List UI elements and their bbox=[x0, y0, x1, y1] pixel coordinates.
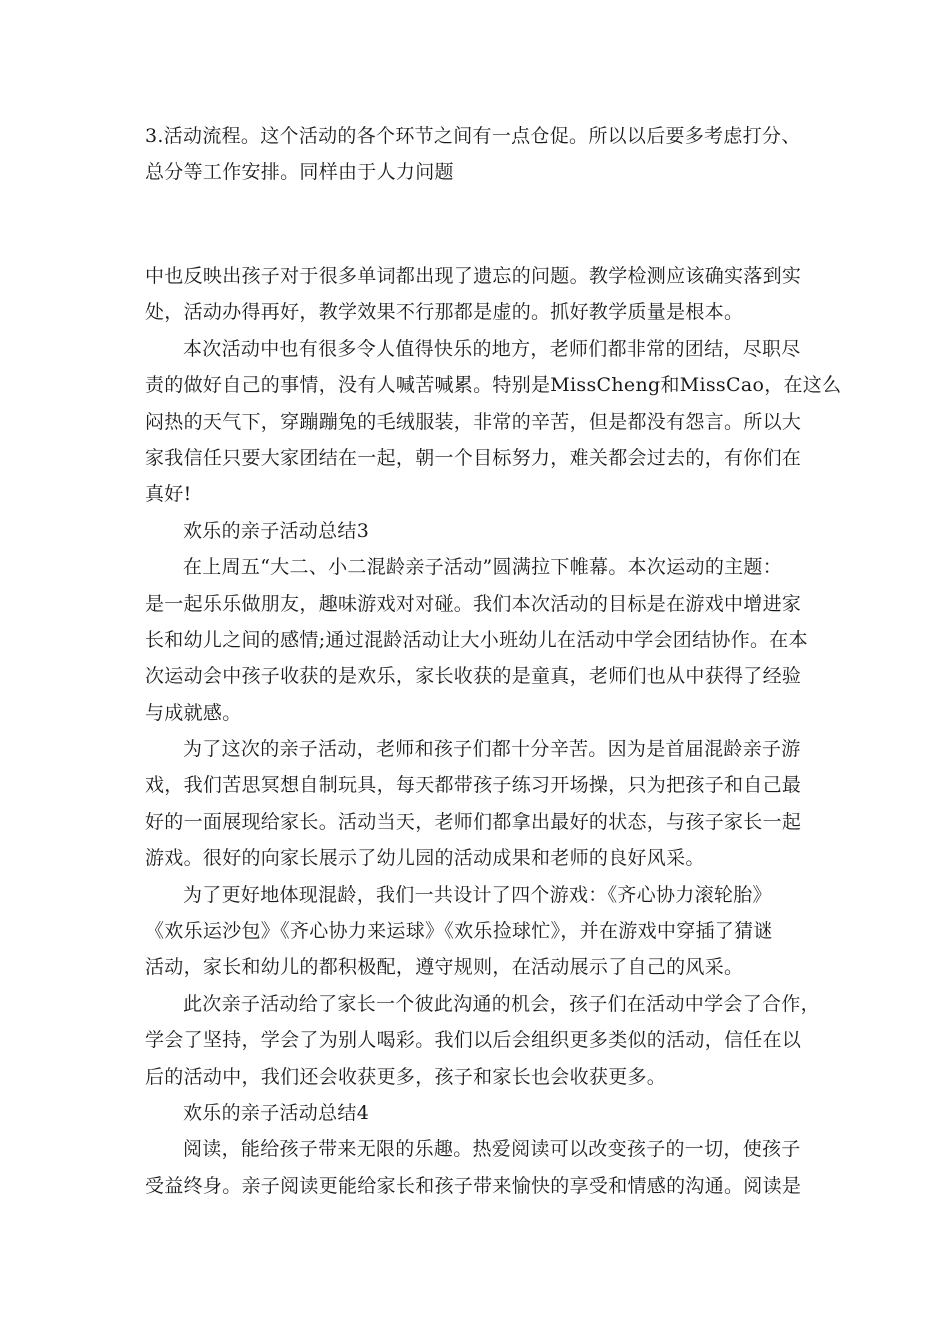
text-line: 处，活动办得再好，教学效果不行那都是虚的。抓好教学质量是根本。 bbox=[145, 301, 744, 324]
text-line: 是一起乐乐做朋友，趣味游戏对对碰。我们本次活动的目标是在游戏中增进家 bbox=[145, 592, 802, 615]
text-line: 中也反映出孩子对于很多单词都出现了遗忘的问题。教学检测应该确实落到实 bbox=[145, 265, 802, 287]
text-line: 长和幼儿之间的感情;通过混龄活动让大小班幼儿在活动中学会团结协作。在本 bbox=[145, 628, 808, 651]
text-line: 活动，家长和幼儿的都积极配，遵守规则，在活动展示了自己的风采。 bbox=[145, 956, 744, 979]
text-line: 为了更好地体现混龄，我们一共设计了四个游戏：《齐心协力滚轮胎》 bbox=[183, 883, 772, 906]
text-line: 戏，我们苦思冥想自制玩具，每天都带孩子练习开场操，只为把孩子和自己最 bbox=[145, 774, 802, 797]
text-line: 《欢乐运沙包》《齐心协力来运球》《欢乐捡球忙》，并在游戏中穿插了猜谜 bbox=[145, 920, 773, 943]
text-line: 总分等工作安排。同样由于人力问题 bbox=[145, 161, 454, 184]
text-line: 后的活动中，我们还会收获更多，孩子和家长也会收获更多。 bbox=[145, 1065, 667, 1088]
text-line: 在上周五“大二、小二混龄亲子活动”圆满拉下帷幕。本次运动的主题： bbox=[183, 556, 783, 579]
text-line: 本次活动中也有很多令人值得快乐的地方，老师们都非常的团结，尽职尽 bbox=[183, 337, 801, 360]
text-line: 游戏。很好的向家长展示了幼儿园的活动成果和老师的良好风采。 bbox=[145, 847, 705, 870]
section-top bbox=[145, 118, 810, 191]
text-line: 此次亲子活动给了家长一个彼此沟通的机会，孩子们在活动中学会了合作， bbox=[183, 992, 820, 1015]
text-line: 欢乐的亲子活动总结3 bbox=[183, 519, 370, 542]
text-line: 欢乐的亲子活动总结4 bbox=[183, 1101, 370, 1124]
text-line: 家我信任只要大家团结在一起，朝一个目标努力，难关都会过去的，有你们在 bbox=[145, 446, 802, 469]
text-line: 为了这次的亲子活动，老师和孩子们都十分辛苦。因为是首届混龄亲子游 bbox=[183, 738, 801, 761]
section-main bbox=[145, 258, 842, 1204]
text-line: 与成就感。 bbox=[145, 701, 242, 724]
text-line: 责的做好自己的事情，没有人喊苦喊累。特别是MissCheng和MissCao，在这么 bbox=[145, 374, 842, 397]
text-line: 次运动会中孩子收获的是欢乐，家长收获的是童真，老师们也从中获得了经验 bbox=[145, 665, 802, 688]
text-line: 真好! bbox=[145, 483, 192, 506]
text-line: 受益终身。亲子阅读更能给家长和孩子带来愉快的享受和情感的沟通。阅读是 bbox=[145, 1174, 802, 1197]
text-line: 3.活动流程。这个活动的各个环节之间有一点仓促。所以以后要多考虑打分、 bbox=[145, 125, 801, 147]
text-line: 阅读，能给孩子带来无限的乐趣。热爱阅读可以改变孩子的一切，使孩子 bbox=[183, 1138, 801, 1161]
text-line: 闷热的天气下，穿蹦蹦兔的毛绒服装，非常的辛苦，但是都没有怨言。所以大 bbox=[145, 410, 802, 433]
text-line: 好的一面展现给家长。活动当天，老师们都拿出最好的状态，与孩子家长一起 bbox=[145, 810, 802, 833]
text-line: 学会了坚持，学会了为别人喝彩。我们以后会组织更多类似的活动，信任在以 bbox=[145, 1029, 802, 1052]
